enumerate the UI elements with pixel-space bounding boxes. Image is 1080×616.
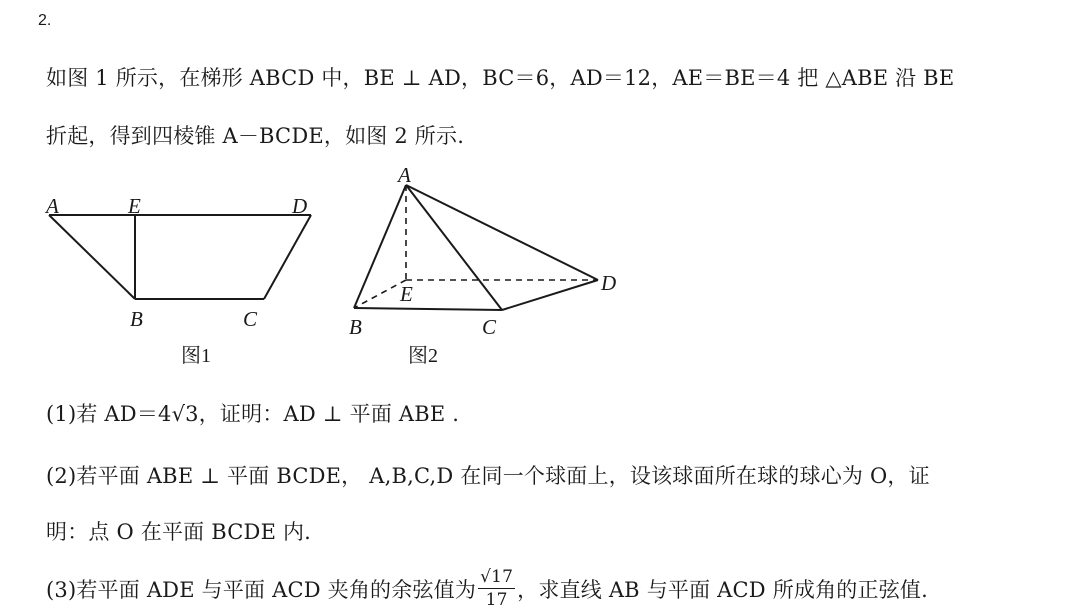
part-2-line-2: 明：点 O 在平面 BCDE 内. [46,520,312,544]
part-3 [46,562,928,616]
fraction-denominator: 17 [485,590,508,610]
part-2-line-1: (2)若平面 ABE ⊥ 平面 BCDE， A,B,C,D 在同一个球面上，设该球面所在球的球心为 O，证 [46,464,930,488]
label-b: B [130,307,143,331]
label-d: D [601,271,617,295]
segment-cd [264,215,311,299]
label-c: C [243,307,258,331]
label-e: E [128,194,141,218]
cosine-fraction [478,569,515,609]
intro-line-2: 折起，得到四棱锥 A－BCDE，如图 2 所示. [46,124,465,148]
question-number: 2. [38,12,52,29]
label-a: A [398,163,411,187]
part-3-prefix: (3)若平面 ADE 与平面 ACD 夹角的余弦值为 [46,578,477,602]
edge-eb-hidden [354,280,406,308]
edge-cd [502,280,598,310]
figure-1-trapezoid [40,188,330,378]
fraction-numerator: √17 [480,567,514,587]
edge-ac [406,185,502,310]
part-3-suffix: ，求直线 AB 与平面 ACD 所成角的正弦值. [517,578,928,602]
label-e: E [400,282,413,306]
label-b: B [349,315,362,339]
figure-2-pyramid [340,160,640,376]
edge-bc [354,308,502,310]
edge-ad [406,185,598,280]
label-a: A [46,194,59,218]
intro-line-1: 如图 1 所示，在梯形 ABCD 中，BE ⊥ AD，BC＝6，AD＝12，AE＝BE＝4 把 △ABE 沿 BE [46,66,955,90]
label-d: D [292,194,308,218]
figure-1-caption: 图1 [181,345,211,367]
label-c: C [482,315,497,339]
edge-ab [354,185,406,308]
segment-ab [49,215,135,299]
figure-2-caption: 图2 [408,345,438,367]
part-1: (1)若 AD＝4√3，证明：AD ⊥ 平面 ABE . [46,402,460,426]
